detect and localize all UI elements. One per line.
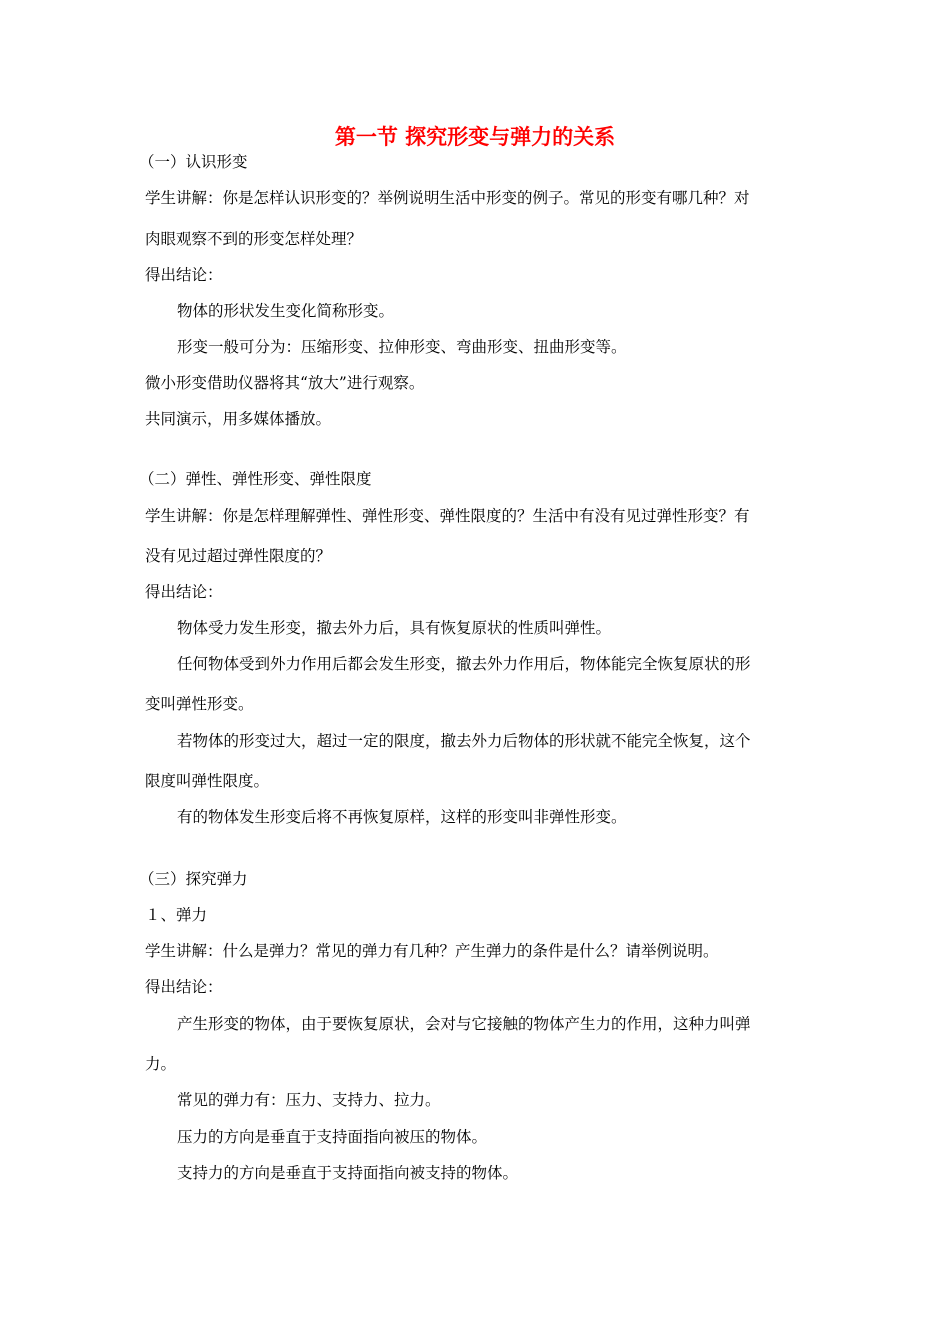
section-1-explain-line-1: 学生讲解：你是怎样认识形变的？举例说明生活中形变的例子。常见的形变有哪几种？对 bbox=[145, 189, 750, 207]
section-1-point-1: 物体的形状发生变化简称形变。 bbox=[177, 302, 395, 320]
section-1-conclusion-label: 得出结论： bbox=[145, 266, 223, 284]
section-1-note-2: 共同演示，用多媒体播放。 bbox=[145, 410, 332, 428]
page-title: 第一节 探究形变与弹力的关系 bbox=[334, 124, 616, 149]
section-2-conclusion-label: 得出结论： bbox=[145, 583, 223, 601]
section-3-explain-line-1: 学生讲解：什么是弹力？常见的弹力有几种？产生弹力的条件是什么？请举例说明。 bbox=[145, 942, 719, 960]
section-3-point-1-line-1: 产生形变的物体，由于要恢复原状，会对与它接触的物体产生力的作用，这种力叫弹 bbox=[177, 1015, 751, 1033]
section-2-point-2-line-1: 任何物体受到外力作用后都会发生形变，撤去外力作用后，物体能完全恢复原状的形 bbox=[177, 655, 751, 673]
section-2-point-2-line-2: 变叫弹性形变。 bbox=[145, 695, 254, 713]
section-3-heading: （三）探究弹力 bbox=[139, 870, 248, 888]
section-3-point-2: 常见的弹力有：压力、支持力、拉力。 bbox=[177, 1091, 441, 1109]
section-2-point-3-line-2: 限度叫弹性限度。 bbox=[145, 772, 270, 790]
section-1-heading: （一）认识形变 bbox=[139, 153, 248, 171]
section-1-point-2: 形变一般可分为：压缩形变、拉伸形变、弯曲形变、扭曲形变等。 bbox=[177, 338, 627, 356]
section-2-explain-line-2: 没有见过超过弹性限度的？ bbox=[145, 547, 332, 565]
section-3-point-1-line-2: 力。 bbox=[145, 1055, 177, 1073]
section-2-point-3-line-1: 若物体的形变过大，超过一定的限度，撤去外力后物体的形状就不能完全恢复，这个 bbox=[177, 732, 751, 750]
section-2-explain-line-1: 学生讲解：你是怎样理解弹性、弹性形变、弹性限度的？生活中有没有见过弹性形变？有 bbox=[145, 507, 750, 525]
section-2-point-1: 物体受力发生形变，撤去外力后，具有恢复原状的性质叫弹性。 bbox=[177, 619, 612, 637]
section-3-point-3: 压力的方向是垂直于支持面指向被压的物体。 bbox=[177, 1128, 488, 1146]
section-1-explain-line-2: 肉眼观察不到的形变怎样处理？ bbox=[145, 230, 363, 248]
section-3-conclusion-label: 得出结论： bbox=[145, 978, 223, 996]
section-2-heading: （二）弹性、弹性形变、弹性限度 bbox=[139, 470, 372, 488]
section-3-point-4: 支持力的方向是垂直于支持面指向被支持的物体。 bbox=[177, 1164, 519, 1182]
section-3-sub-heading: １、弹力 bbox=[145, 906, 208, 924]
section-2-point-4: 有的物体发生形变后将不再恢复原样，这样的形变叫非弹性形变。 bbox=[177, 808, 627, 826]
section-1-note-1: 微小形变借助仪器将其“放大”进行观察。 bbox=[145, 374, 425, 392]
